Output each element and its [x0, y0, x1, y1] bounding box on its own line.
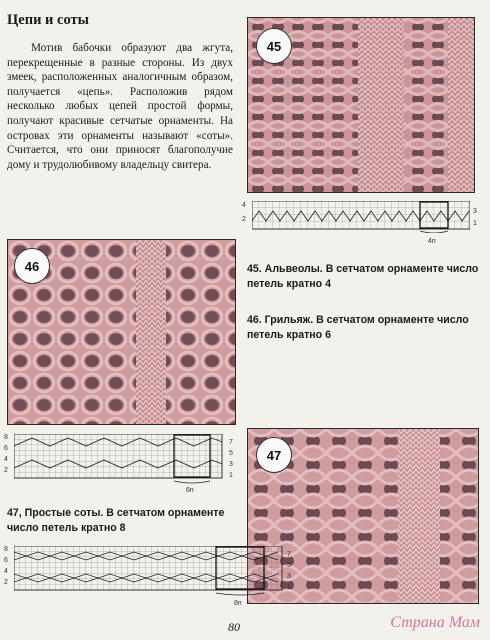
chart47-row-right-4: 1: [287, 584, 291, 591]
chart46-row-right-1: 7: [229, 439, 233, 446]
watermark-logo: Страна Мам: [390, 614, 480, 631]
chart47-row-left-2: 6: [4, 557, 8, 564]
chart46-row-left-4: 2: [4, 467, 8, 474]
chart47-row-left-1: 8: [4, 546, 8, 553]
chart-47: [4, 544, 300, 612]
chart45-row-left-1: 4: [242, 202, 246, 209]
chart45-repeat-label: 4п: [428, 238, 436, 245]
chart-45: [242, 198, 482, 252]
chart47-grid: [14, 546, 286, 598]
badge-46: 46: [14, 248, 50, 284]
section-title: Цепи и соты: [7, 12, 89, 28]
badge-47: 47: [256, 437, 292, 473]
chart47-row-right-1: 7: [287, 551, 291, 558]
caption-45: 45. Альвеолы. В сетчатом орнаменте число петель кратно 4: [247, 263, 479, 290]
chart47-row-right-3: 3: [287, 573, 291, 580]
badge-45: 45: [256, 28, 292, 64]
chart46-row-left-1: 8: [4, 434, 8, 441]
chart47-repeat-label: 8п: [234, 600, 242, 607]
chart45-row-right-1: 3: [473, 208, 477, 215]
chart47-row-left-3: 4: [4, 568, 8, 575]
chart46-row-right-3: 3: [229, 461, 233, 468]
chart-46: [4, 432, 240, 500]
caption-46: 46. Грильяж. В сетчатом орнаменте число петель кратно 6: [247, 314, 469, 341]
chart45-row-right-2: 1: [473, 220, 477, 227]
caption-47: 47, Простые соты. В сетчатом орнаменте число петель кратно 8: [7, 507, 225, 534]
chart47-row-right-2: 5: [287, 562, 291, 569]
photo-pattern-46: [7, 239, 236, 425]
chart46-row-left-3: 4: [4, 456, 8, 463]
intro-paragraph: Мотив бабочки образуют два жгута, перекрещенные в разные стороны. Из двух змеек, расположенных аналогичным образом, получается «цепь». Расположив рядом несколько любых цепей простой формы, получают красивые сетчатые орнаменты. На островах эти орнаменты называют «соты». Считается, что они приносят благополучие дому и трудолюбивому владельцу свитера.: [7, 42, 233, 171]
chart47-row-left-4: 2: [4, 579, 8, 586]
chart46-row-right-4: 1: [229, 472, 233, 479]
chart45-row-left-2: 2: [242, 216, 246, 223]
chart46-grid: [14, 434, 226, 486]
chart46-repeat-label: 6п: [186, 487, 194, 494]
chart45-grid: [252, 201, 470, 233]
photo-pattern-45: [247, 17, 475, 193]
chart46-row-right-2: 5: [229, 450, 233, 457]
chart46-row-left-2: 6: [4, 445, 8, 452]
page-number: 80: [228, 620, 240, 634]
